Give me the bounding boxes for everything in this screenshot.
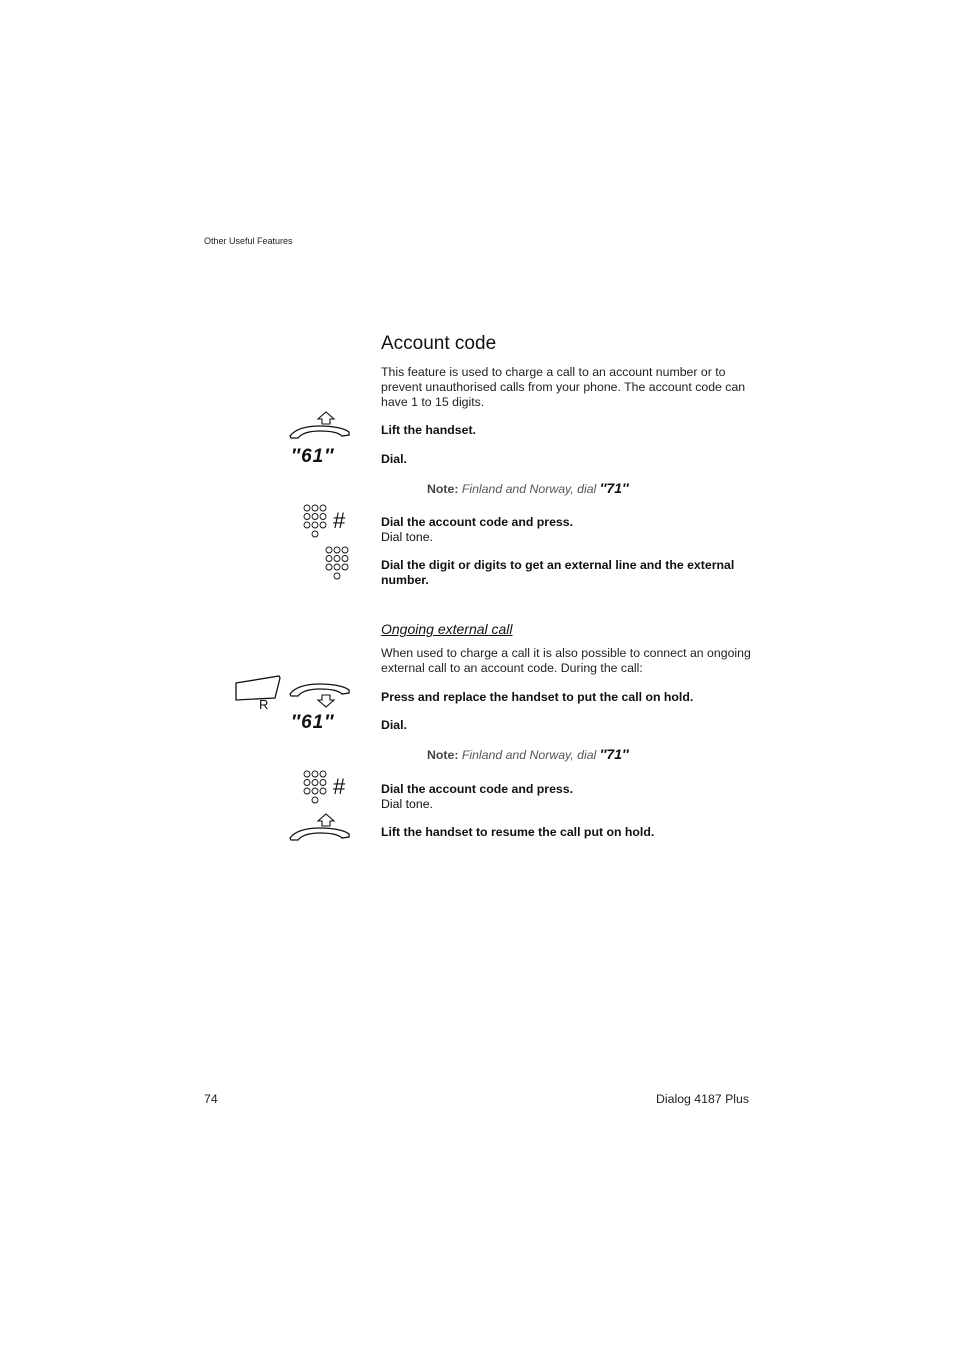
subsection-intro: When used to charge a call it is also possible to connect an ongoing external call to an account code. During the call: <box>381 646 751 675</box>
running-header: Other Useful Features <box>204 236 293 246</box>
dial-code-61: ″61″ <box>291 712 335 733</box>
intro-paragraph: This feature is used to charge a call to an account number or to prevent unauthorised calls from your phone. The account code can have 1 to 15 digits. <box>381 365 746 409</box>
lift-handset-icon <box>286 410 352 440</box>
lift-handset-icon <box>286 812 352 842</box>
step-dial-account-code: Dial the account code and press. Dial tone. <box>381 782 574 811</box>
r-key-icon <box>233 674 283 704</box>
note-finland-norway: Note: Finland and Norway, dial ″71″ <box>427 480 629 496</box>
page-number: 74 <box>204 1092 218 1106</box>
step-dial: Dial. <box>381 718 407 732</box>
hash-key: # <box>333 508 346 533</box>
subsection-title: Ongoing external call <box>381 621 513 637</box>
step-lift-handset: Lift the handset. <box>381 423 476 437</box>
keypad-icon <box>303 770 329 804</box>
step-lift-resume: Lift the handset to resume the call put on hold. <box>381 825 655 839</box>
hash-key: # <box>333 774 346 799</box>
note-finland-norway: Note: Finland and Norway, dial ″71″ <box>427 746 629 762</box>
step-dial-external: Dial the digit or digits to get an external line and the external number. <box>381 558 735 587</box>
step-dial: Dial. <box>381 452 407 466</box>
dial-code-61: ″61″ <box>291 446 335 467</box>
page-title: Account code <box>381 333 497 354</box>
keypad-icon <box>303 504 329 538</box>
step-press-replace: Press and replace the handset to put the call on hold. <box>381 690 694 704</box>
replace-handset-icon <box>286 680 352 710</box>
product-name: Dialog 4187 Plus <box>656 1092 749 1106</box>
step-dial-account-code: Dial the account code and press. Dial tone. <box>381 515 574 544</box>
r-key-label: R <box>259 697 269 712</box>
keypad-icon <box>325 546 351 580</box>
